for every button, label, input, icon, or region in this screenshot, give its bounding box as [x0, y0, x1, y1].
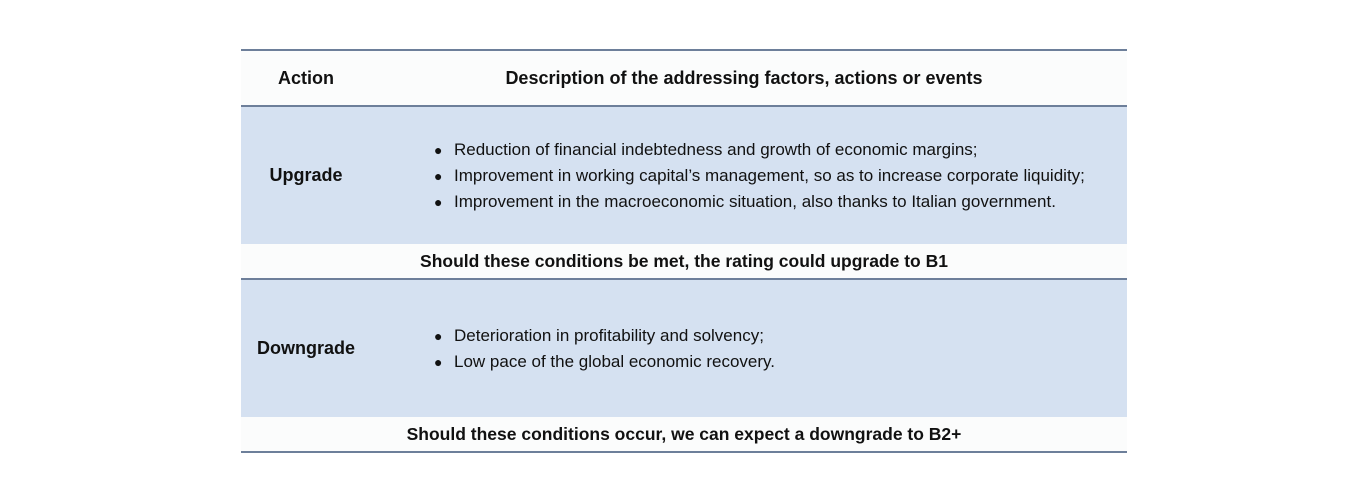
bullet-icon: ●: [434, 327, 443, 344]
bottom-rule: [241, 451, 1127, 453]
downgrade-row: [241, 280, 1127, 417]
bullet-icon: ●: [434, 141, 443, 158]
factor-text: Deterioration in profitability and solvency;: [454, 325, 764, 345]
factor-text: Improvement in the macroeconomic situation, also thanks to Italian government.: [454, 191, 1056, 211]
bullet-icon: ●: [434, 193, 443, 210]
downgrade-factor-list: [249, 323, 1127, 375]
upgrade-description: [371, 137, 1127, 215]
bullet-icon: ●: [434, 167, 443, 184]
upgrade-action-label: Upgrade: [269, 165, 343, 185]
list-item: [434, 163, 1127, 189]
factor-text: Reduction of financial indebtedness and growth of economic margins;: [454, 139, 978, 159]
upgrade-row: [241, 107, 1127, 244]
list-item: [434, 323, 1127, 349]
list-item: [434, 189, 1127, 215]
bullet-icon: ●: [434, 353, 443, 370]
downgrade-description: [371, 323, 1127, 375]
list-item: [434, 349, 1127, 375]
upgrade-factor-list: [249, 137, 1127, 215]
list-item: [434, 137, 1127, 163]
rating-action-table: [241, 49, 1127, 453]
factor-text: Low pace of the global economic recovery.: [454, 351, 775, 371]
downgrade-action-label: Downgrade: [256, 338, 355, 358]
downgrade-conclusion: Should these conditions occur, we can expect a downgrade to B2+: [241, 417, 1127, 451]
header-action: Action: [278, 67, 334, 88]
header-description: Description of the addressing factors, actions or events: [505, 67, 983, 88]
table-header-row: [241, 51, 1127, 105]
factor-text: Improvement in working capital’s management, so as to increase corporate liquidity;: [454, 165, 1085, 185]
upgrade-conclusion: Should these conditions be met, the rating could upgrade to B1: [241, 244, 1127, 278]
